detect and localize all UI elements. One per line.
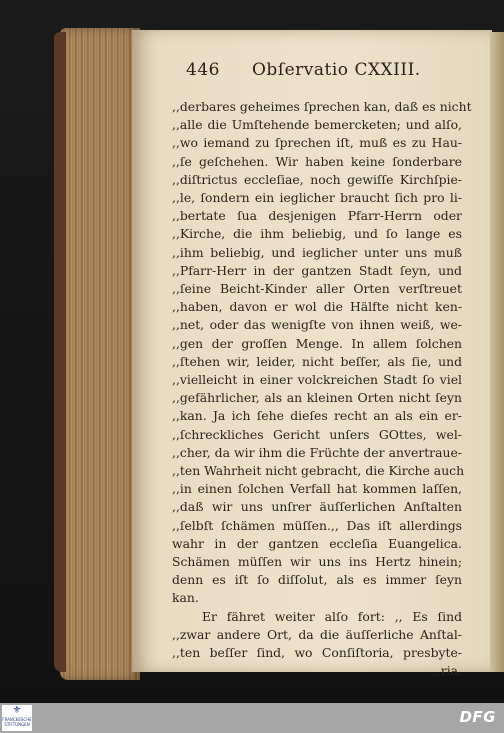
page-number: 446 (186, 60, 220, 80)
logo-caption: FRANCKESCHE STIFTUNGEN (2, 717, 32, 727)
text-line: wahr in der gantzen eccleſia Euangelica. (172, 535, 462, 551)
text-line: denn es iſt ſo diſſolut, als es immer ſeyn (172, 572, 462, 588)
dfg-logo[interactable]: DFG (459, 708, 496, 726)
text-line: ,,wo iemand zu ſprechen iſt, muß es zu Hau- (172, 135, 462, 151)
text-line: ,,zwar andere Ort, da die äuſſerliche Anſtal- (172, 626, 462, 642)
franckesche-stiftungen-logo[interactable] (2, 705, 32, 731)
text-line: ,,bertate ſua desjenigen Pfarr-Herrn oder (172, 208, 462, 224)
page-header (186, 60, 476, 86)
fleur-icon: ⚜ (12, 705, 22, 716)
text-line: ,,Pfarr-Herr in der gantzen Stadt ſeyn, und (172, 262, 462, 278)
page-right-edge (490, 32, 504, 672)
text-line: ,,vielleicht in einer volckreichen Stadt ſo viel (172, 372, 462, 388)
text-line: ,,ihm beliebig, und ieglicher unter uns muß (172, 244, 462, 260)
text-line: ,,in einen ſolchen Verfall hat kommen laſſen, (172, 481, 462, 497)
text-line: ,,cher, da wir ihm die Früchte der anvertraue- (172, 444, 462, 460)
text-line: ,,ten Wahrheit nicht gebracht, die Kirche auch (172, 463, 465, 479)
text-line: ,,derbares geheimes ſprechen kan, daß es nicht (172, 99, 472, 114)
text-line: Schämen müſſen wir uns ins Hertz hinein; (172, 554, 462, 570)
text-line: ,,Kirche, die ihm beliebig, und ſo lange es (172, 226, 462, 242)
viewer-footer-bar (0, 703, 504, 733)
text-line: ,,ſelbſt ſchämen müſſen.,, Das iſt allerdings (172, 517, 462, 533)
text-line: ,,alle die Umſtehende bemercketen; und alſo, (172, 117, 462, 133)
text-line: ,,le, ſondern ein ieglicher braucht ſich pro li- (172, 190, 462, 206)
catchword: ,,ria, (432, 663, 462, 679)
text-line: ,,ſeine Beicht-Kinder aller Orten verſtreuet (172, 281, 462, 297)
text-line: ,,kan. Ja ich ſehe dieſes recht an als ein er- (172, 408, 462, 424)
text-line: ,,ſchreckliches Gericht unſers GOttes, wel- (172, 426, 462, 442)
text-line: ,,ſe geſchehen. Wir haben keine ſonderbare (172, 153, 462, 169)
running-title: Obſervatio CXXIII. (252, 60, 421, 80)
text-line: ,,daß wir uns unſrer äuſſerlichen Anſtalten (172, 499, 462, 515)
book-page-edges (60, 28, 140, 680)
text-line: ,,diſtrictus eccleſiae, noch gewiſſe Kirchſpie- (172, 171, 462, 187)
text-line: kan. (172, 590, 199, 606)
text-line: Er fähret weiter alſo fort: ,, Es ſind (202, 608, 462, 624)
text-line: ,,net, oder das wenigſte von ihnen weiß, we- (172, 317, 462, 333)
text-line: ,,haben, davon er wol die Hälfte nicht ken- (172, 299, 462, 315)
text-line: ,,ten beſſer ſind, wo Conſiſtoria, presbyte- (172, 645, 462, 661)
page-body-text (172, 98, 472, 681)
text-line: ,,gen der groſſen Menge. In allem ſolchen (172, 335, 462, 351)
text-line: ,,gefährlicher, als an kleinen Orten nicht ſeyn (172, 390, 462, 406)
text-line: ,,ſtehen wir, leider, nicht beſſer, als ſie, und (172, 353, 462, 369)
